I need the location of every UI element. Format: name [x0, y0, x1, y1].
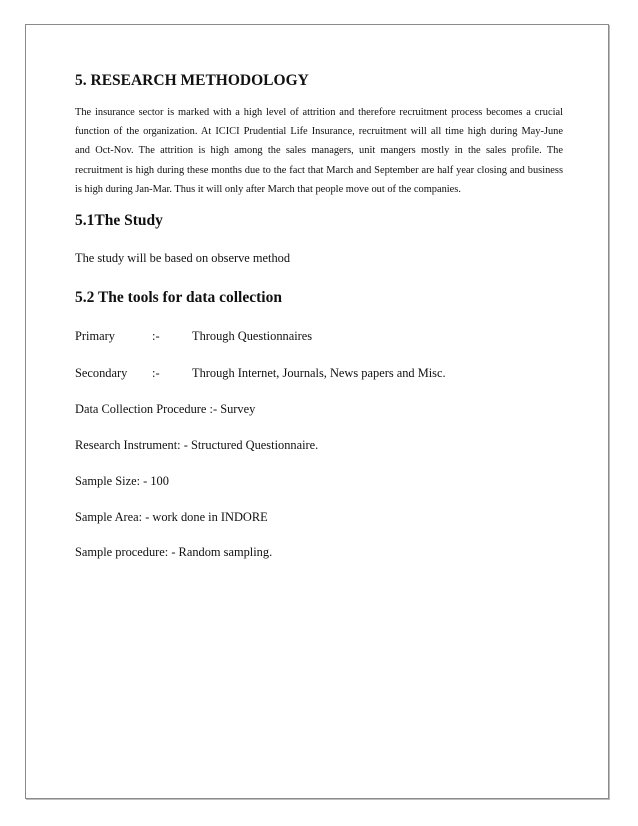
- section-heading-research-methodology: 5. RESEARCH METHODOLOGY: [75, 72, 309, 89]
- intro-line: and Oct-Nov. The attrition is high among the sales managers, unit mangers mostly in the sales profile. The: [75, 145, 563, 157]
- tool-value: Through Internet, Journals, News papers and Misc.: [192, 366, 446, 380]
- sample-procedure: Sample procedure: - Random sampling.: [75, 545, 273, 559]
- subsection-heading-tools: 5.2 The tools for data collection: [75, 289, 282, 306]
- research-instrument: Research Instrument: - Structured Questionnaire.: [75, 438, 319, 452]
- intro-line: recruitment is high during these months due to the fact that March and September are half year closing and business: [75, 164, 563, 176]
- tool-row-primary: [75, 329, 563, 345]
- intro-paragraph: [75, 103, 563, 199]
- tool-value: Through Questionnaires: [192, 329, 313, 343]
- sample-area: Sample Area: - work done in INDORE: [75, 510, 268, 524]
- subsection-heading-the-study: 5.1The Study: [75, 212, 163, 229]
- tool-separator: :-: [152, 329, 160, 343]
- intro-line: The insurance sector is marked with a high level of attrition and therefore recruitment process becomes a crucial: [75, 107, 563, 118]
- sample-size: Sample Size: - 100: [75, 474, 169, 488]
- intro-line: is high during Jan-Mar. Thus it will only after March that people move out of the companies.: [75, 183, 461, 195]
- tool-label: Secondary: [75, 366, 128, 380]
- data-collection-procedure: Data Collection Procedure :- Survey: [75, 402, 256, 416]
- intro-line: function of the organization. At ICICI Prudential Life Insurance, recruitment will all time high during May-June: [75, 126, 563, 138]
- tool-separator: :-: [152, 366, 160, 380]
- tool-label: Primary: [75, 329, 115, 343]
- tool-row-secondary: [75, 366, 563, 382]
- study-text: The study will be based on observe method: [75, 251, 291, 265]
